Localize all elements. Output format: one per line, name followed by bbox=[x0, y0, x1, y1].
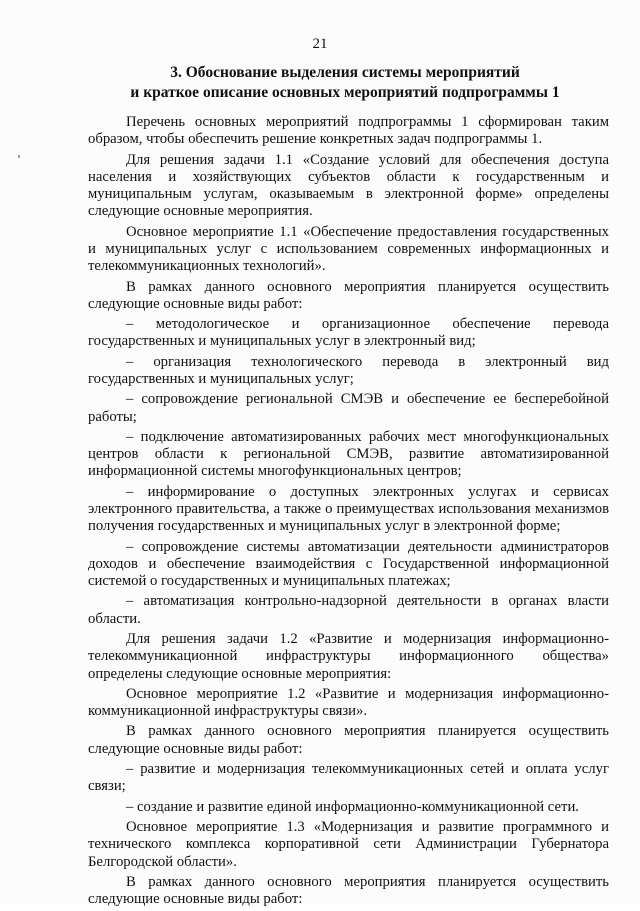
list-item: – автоматизация контрольно-надзорной деятельности в органах власти области. bbox=[88, 593, 609, 627]
list-item: – создание и развитие единой информационно-коммуникационной сети. bbox=[126, 798, 579, 815]
paragraph-measure-1-3: Основное мероприятие 1.3 «Модернизация и развитие программного и технического комплекса корпоративной сети Администрации Губернатора Белгородской области». bbox=[88, 819, 609, 870]
list-item: – подключение автоматизированных рабочих мест многофункциональных центров области к региональной СМЭВ, развитие автоматизированной информационной системы многофункциональных центров; bbox=[88, 428, 609, 480]
paragraph-works-intro-1: В рамках данного основного мероприятия планируется осуществить следующие основные виды работ: bbox=[88, 278, 609, 312]
page-number: 21 bbox=[312, 36, 328, 52]
list-item: – информирование о доступных электронных услугах и сервисах электронного правительства, а также о преимуществах использования механизмов получения государственных и муниципальных услуг в электронной форме; bbox=[88, 483, 609, 535]
paragraph-list-intro: Перечень основных мероприятий подпрограммы 1 сформирован таким образом, чтобы обеспечить решение конкретных задач подпрограммы 1. bbox=[88, 114, 609, 148]
section-heading-line-1: 3. Обоснование выделения системы мероприятий bbox=[170, 64, 520, 81]
section-heading bbox=[80, 63, 610, 103]
list-item: – сопровождение системы автоматизации деятельности администраторов доходов и обеспечение взаимодействия с Государственной информационной системой о государственных и муниципальных платежах; bbox=[88, 538, 609, 590]
document-body bbox=[88, 114, 609, 911]
scan-artifact-mark bbox=[18, 155, 20, 158]
paragraph-task-1-1: Для решения задачи 1.1 «Создание условий для обеспечения доступа населения и хозяйствующих субъектов области к государственным и муниципальным услугам, оказываемым в электронной форме» определены следующие основные мероприятия. bbox=[88, 151, 609, 220]
paragraph-measure-1-1: Основное мероприятие 1.1 «Обеспечение предоставления государственных и муниципальных услуг с использованием современных информационных и телекоммуникационных технологий». bbox=[88, 223, 609, 275]
section-heading-line-2: и краткое описание основных мероприятий подпрограммы 1 bbox=[130, 84, 560, 101]
paragraph-measure-1-2: Основное мероприятие 1.2 «Развитие и модернизация информационно-коммуникационной инфраструктуры связи». bbox=[88, 685, 609, 720]
list-item: – развитие и модернизация телекоммуникационных сетей и оплата услуг связи; bbox=[88, 761, 609, 795]
paragraph-works-intro-2: В рамках данного основного мероприятия планируется осуществить следующие основные виды работ: bbox=[88, 723, 609, 757]
list-item: – сопровождение региональной СМЭВ и обеспечение ее бесперебойной работы; bbox=[88, 391, 609, 425]
list-item: – методологическое и организационное обеспечение перевода государственных и муниципальных услуг в электронный вид; bbox=[88, 316, 609, 350]
list-item: – организация технологического перевода в электронный вид государственных и муниципальных услуг; bbox=[88, 353, 609, 387]
paragraph-task-1-2: Для решения задачи 1.2 «Развитие и модернизация информационно-телекоммуникационной инфраструктуры информационного общества» определены следующие основные мероприятия: bbox=[88, 631, 609, 682]
paragraph-works-intro-3: В рамках данного основного мероприятия планируется осуществить следующие основные виды работ: bbox=[88, 873, 609, 908]
